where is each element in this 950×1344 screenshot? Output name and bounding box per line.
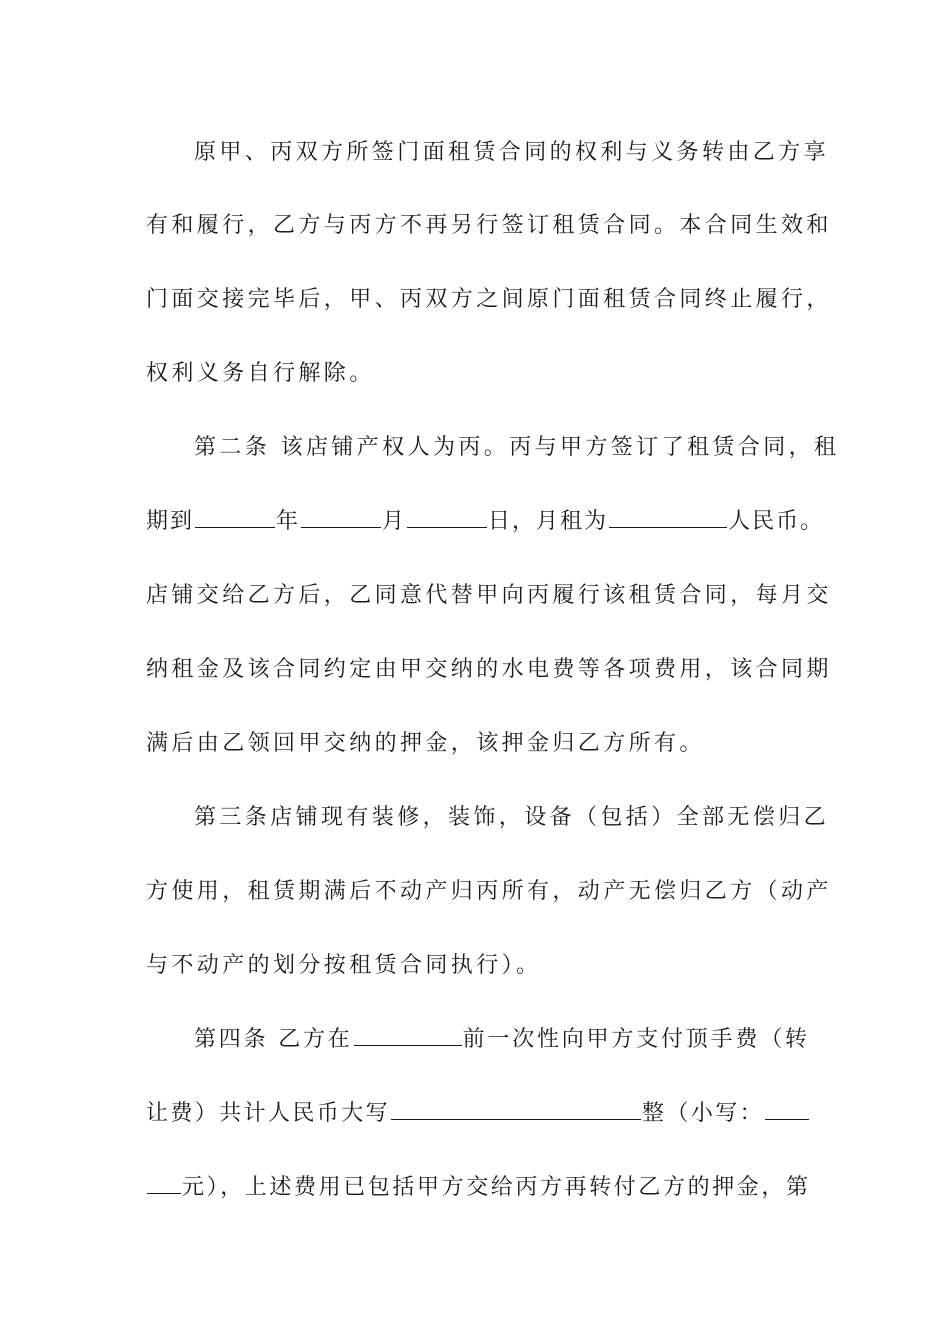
amount-line (146, 1099, 826, 1129)
paragraph-line: 有和履行，乙方与丙方不再另行签订租赁合同。本合同生效和 (146, 213, 832, 238)
amount-uppercase-blank (391, 1099, 641, 1120)
article-three-line: 第三条店铺现有装修，装饰，设备（包括）全部无偿归乙 (194, 805, 830, 830)
paragraph-line: 满后由乙领回甲交纳的押金，该押金归乙方所有。 (146, 731, 705, 756)
paragraph-line: 方使用，租赁期满后不动产归丙所有，动产无偿归乙方（动产 (146, 879, 832, 904)
text-segment: 让费）共计人民币大写 (146, 1101, 391, 1126)
lease-term-line (146, 507, 826, 537)
day-blank (407, 507, 487, 528)
paragraph-line: 纳租金及该合同约定由甲交纳的水电费等各项费用，该合同期 (146, 657, 832, 682)
amount-lowercase-blank-cont (147, 1173, 181, 1194)
text-segment: 整（小写： (642, 1101, 765, 1126)
year-blank (195, 507, 275, 528)
paragraph-line: 原甲、丙双方所签门面租赁合同的权利与义务转由乙方享 (194, 140, 830, 165)
article-four-line (194, 1025, 874, 1055)
month-blank (301, 507, 381, 528)
rent-amount-blank (609, 507, 727, 528)
paragraph-line: 权利义务自行解除。 (146, 361, 375, 386)
text-segment: 期到 (146, 509, 195, 534)
text-segment: 人民币。 (728, 509, 825, 534)
text-segment: 年 (276, 509, 301, 534)
payment-date-blank (354, 1025, 462, 1046)
paragraph-line: 门面交接完毕后，甲、丙双方之间原门面租赁合同终止履行， (146, 287, 832, 312)
text-segment: 日，月租为 (488, 509, 609, 534)
amount-lowercase-blank (765, 1099, 809, 1120)
paragraph-line: 与不动产的划分按租赁合同执行）。 (146, 953, 542, 978)
text-segment: 月 (382, 509, 407, 534)
text-segment: 第四条 乙方在 (194, 1027, 353, 1052)
text-segment: 元），上述费用已包括甲方交给丙方再转付乙方的押金，第 (182, 1175, 811, 1200)
article-two-line: 第二条 该店铺产权人为丙。丙与甲方签订了租赁合同，租 (194, 435, 840, 460)
deposit-line (146, 1173, 826, 1203)
text-segment: 前一次性向甲方支付顶手费（转 (462, 1027, 810, 1052)
paragraph-line: 店铺交给乙方后，乙同意代替甲向丙履行该租赁合同，每月交 (146, 583, 832, 608)
